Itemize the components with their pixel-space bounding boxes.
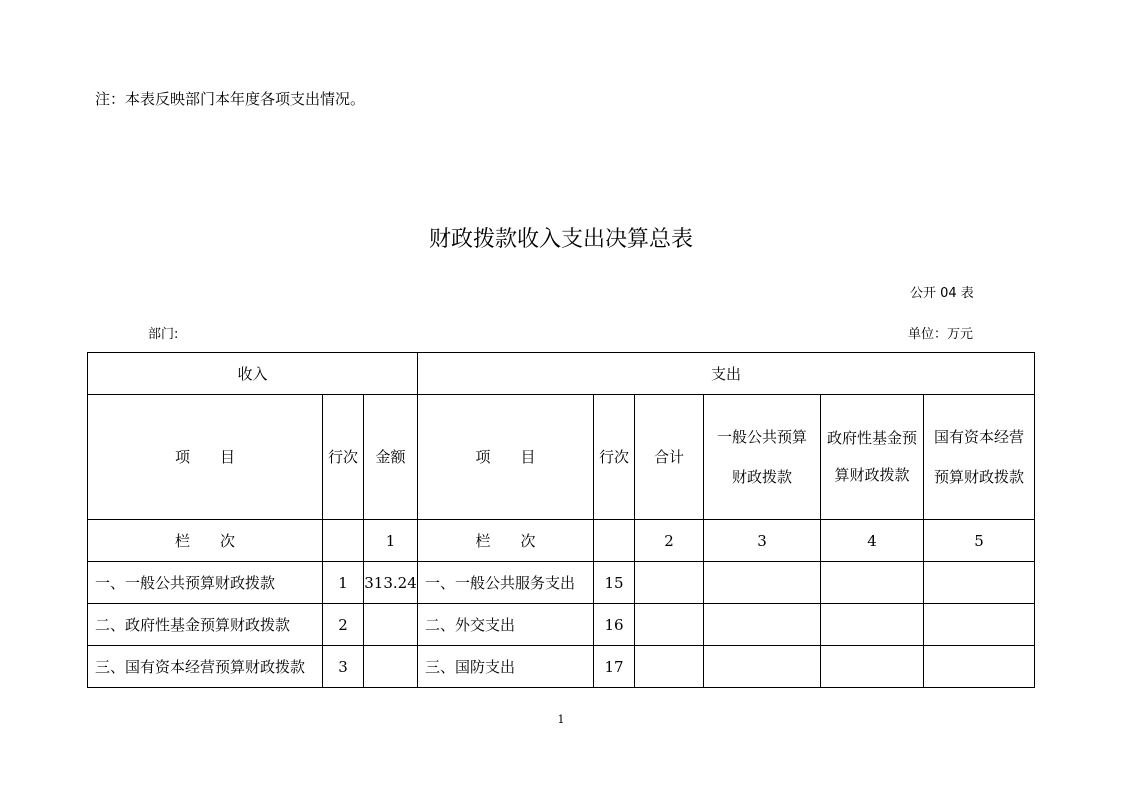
col-state-capital-budget: 国有资本经营预算财政拨款 xyxy=(924,395,1035,520)
note-text: 注：本表反映部门本年度各项支出情况。 xyxy=(95,90,366,108)
income-row-no: 1 xyxy=(323,562,364,604)
income-row-no: 3 xyxy=(323,646,364,688)
expense-row-no: 15 xyxy=(594,562,635,604)
table-row xyxy=(88,562,1035,604)
form-number: 公开 04 表 xyxy=(910,286,974,301)
lanci-income: 栏 次 xyxy=(88,520,323,562)
income-item: 一、一般公共预算财政拨款 xyxy=(88,562,323,604)
expense-fund xyxy=(821,646,924,688)
lanci-num-3: 3 xyxy=(704,520,821,562)
department-label: 部门: xyxy=(148,327,179,342)
income-row-no: 2 xyxy=(323,604,364,646)
expense-item: 二、外交支出 xyxy=(418,604,594,646)
expense-item: 三、国防支出 xyxy=(418,646,594,688)
income-amount xyxy=(364,646,418,688)
expense-item: 一、一般公共服务支出 xyxy=(418,562,594,604)
income-item: 二、政府性基金预算财政拨款 xyxy=(88,604,323,646)
expense-total xyxy=(635,562,704,604)
budget-table xyxy=(87,352,1035,688)
expense-general xyxy=(704,646,821,688)
income-header: 收入 xyxy=(88,353,418,395)
expense-header: 支出 xyxy=(418,353,1035,395)
col-row-income: 行次 xyxy=(323,395,364,520)
lanci-num-1: 1 xyxy=(364,520,418,562)
lanci-empty-2 xyxy=(594,520,635,562)
income-item: 三、国有资本经营预算财政拨款 xyxy=(88,646,323,688)
income-amount: 313.24 xyxy=(364,562,418,604)
lanci-num-4: 4 xyxy=(821,520,924,562)
table-row xyxy=(88,604,1035,646)
expense-general xyxy=(704,562,821,604)
page-number: 1 xyxy=(557,713,565,726)
expense-state xyxy=(924,646,1035,688)
lanci-expense: 栏 次 xyxy=(418,520,594,562)
expense-total xyxy=(635,604,704,646)
table-row xyxy=(88,646,1035,688)
col-row-expense: 行次 xyxy=(594,395,635,520)
col-general-budget: 一般公共预算财政拨款 xyxy=(704,395,821,520)
expense-general xyxy=(704,604,821,646)
lanci-num-2: 2 xyxy=(635,520,704,562)
col-item-income: 项 目 xyxy=(88,395,323,520)
lanci-empty-1 xyxy=(323,520,364,562)
expense-row-no: 16 xyxy=(594,604,635,646)
expense-row-no: 17 xyxy=(594,646,635,688)
expense-state xyxy=(924,604,1035,646)
expense-total xyxy=(635,646,704,688)
page-title: 财政拨款收入支出决算总表 xyxy=(428,227,693,252)
lanci-num-5: 5 xyxy=(924,520,1035,562)
expense-fund xyxy=(821,604,924,646)
expense-fund xyxy=(821,562,924,604)
income-amount xyxy=(364,604,418,646)
expense-state xyxy=(924,562,1035,604)
col-fund-budget: 政府性基金预算财政拨款 xyxy=(821,395,924,520)
col-item-expense: 项 目 xyxy=(418,395,594,520)
col-amount: 金额 xyxy=(364,395,418,520)
unit-label: 单位：万元 xyxy=(908,327,974,342)
col-total: 合计 xyxy=(635,395,704,520)
